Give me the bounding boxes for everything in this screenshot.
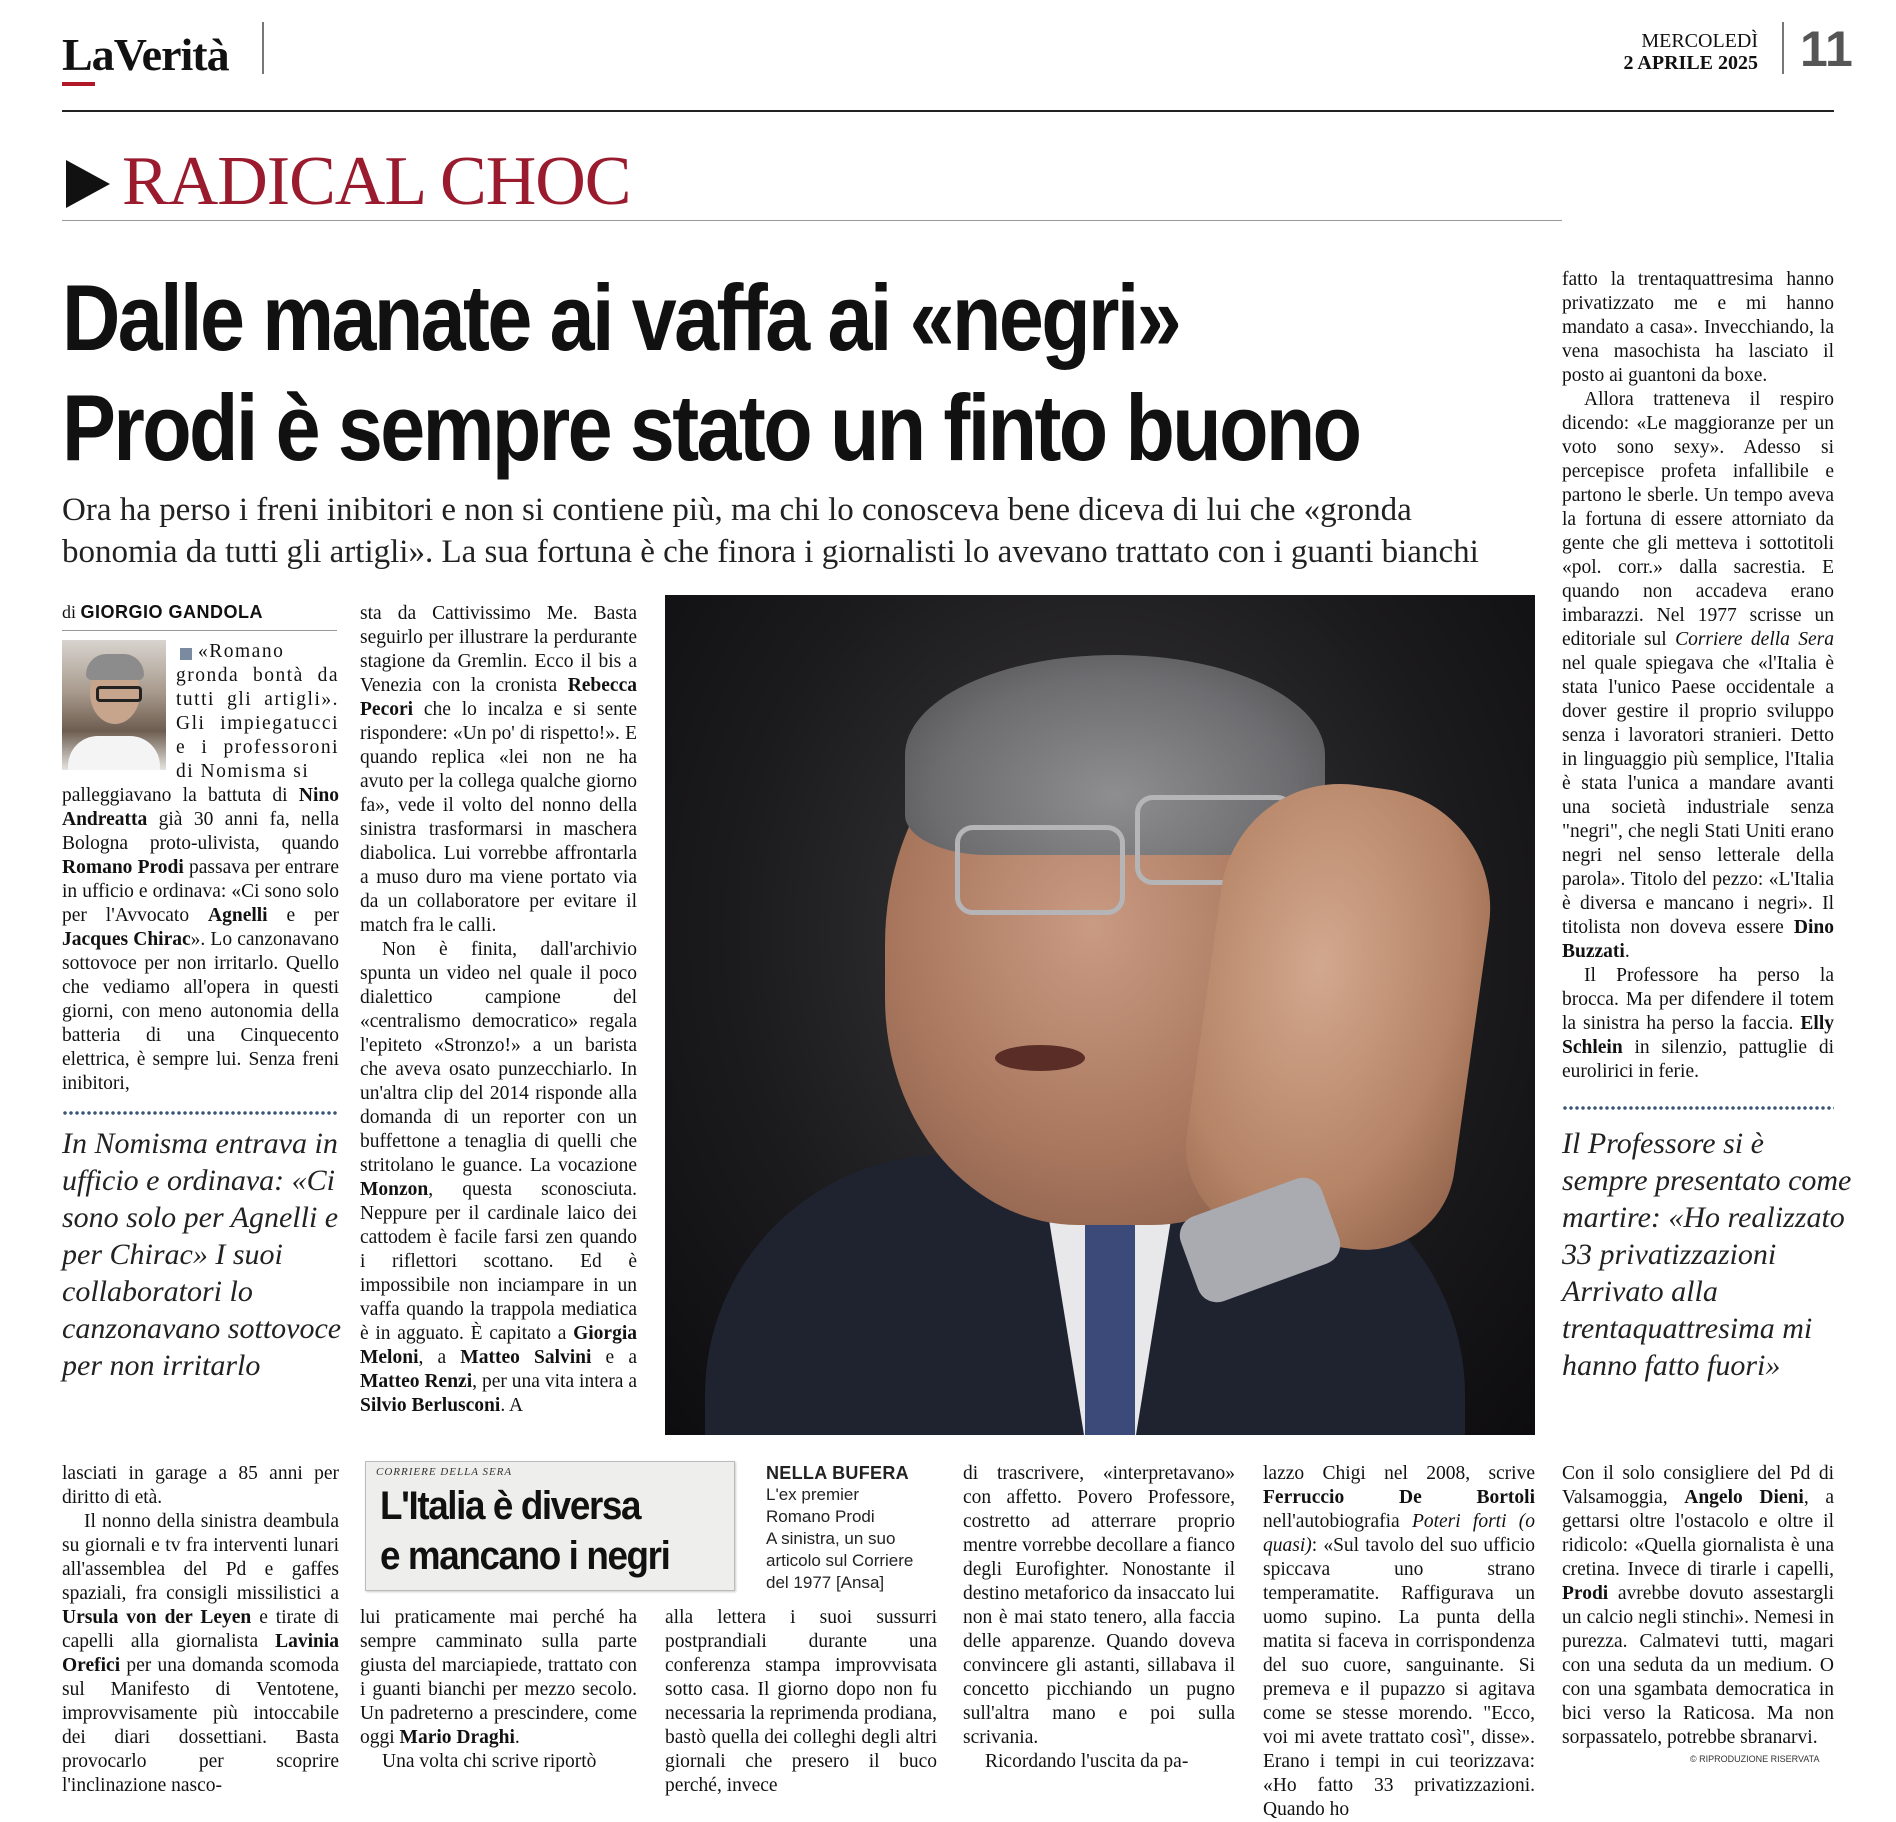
bottom-col5: lazzo Chigi nel 2008, scrive Ferruccio De Bortoli nell'autobiografia Poteri forti (o quasi): «Sul tavolo del suo ufficio spiccava uno strano temperamatite. Raffigurava un uomo supino. La punta della matita si faceva in corrispondenza del suo cuore, sanguinante. Si premeva e il pupazzo si agitava come se stesse morendo. "Ecco, voi mi avete trattato così", disse». Erano i tempi in cui teorizzava: «Ho fatto 33 privatizzazioni. Quando ho xyxy=(1263,1463,1535,1820)
bottom-col6: Con il solo consigliere del Pd di Valsamoggia, Angelo Dieni, a gettarsi oltre l'ostacolo e oltre il ridicolo: «Quella giornalista è una cretina. Invece di tirarle i capelli, Prodi avrebbe dovuto assestargli un calcio negli stinchi». Nemesi in purezza. Calmatevi tutti, magari con una seduta da un medium. O con una sgambata democratica in bici verso la Raticosa. Ma non sorpassatelo, potrebbe sbranarvi. xyxy=(1562,1463,1835,1748)
article-col-right: fatto la trentaquattresima hanno privatizzato me e mi hanno mandato a casa». Invecchiando, la vena masochista ha lasciato il posto ai guantoni da boxe. Allora tratteneva il respiro dicendo: «Le maggioranze per un voto sono sexy». Adesso si percepisce profeta infallibile e partono le sberle. Un tempo aveva la fortuna di essere attorniato da gente che gli metteva i sottotitoli «pol. corr.» dalla sacrestia. E quando non accadeva erano imbarazzi. Nel 1977 scrisse un editoriale sul Corriere della Sera nel quale spiegava che «l'Italia è stata l'unico Paese occidentale a dover gestire il proprio sviluppo senza i lavoratori stranieri. Detto in linguaggio più semplice, l'Italia è stata l'unica a mandare avanti una società industriale senza "negri", che negli Stati Uniti erano negri nel senso letterale della parola». Titolo del pezzo: «L'Italia è diversa e mancano i negri». Il titolista non doveva essere Dino Buzzati. Il Professore ha perso la brocca. Ma per difendere il totem la sinistra ha perso la faccia. Elly Schlein in silenzio, pattuglie di eurolirici in ferie. xyxy=(1562,269,1834,1082)
article-col1-text: palleggiavano la battuta di Nino Andreatta già 30 anni fa, nella Bologna proto-ulivista, quando Romano Prodi passava per entrare in ufficio e ordinava: «Ci sono solo per l'Avvocato Agnelli e per Jacques Chirac». Lo canzonavano sottovoce per non irritarlo. Quello che vediamo all'opera in questi giorni, con meno autonomia della batteria di una Cinquecento elettrica, è sempre lui. Senza freni inibitori, xyxy=(62,785,339,1094)
photo-caption: NELLA BUFERA L'ex premier Romano Prodi A sinistra, un suo articolo sul Corriere del 1977 [Ansa] xyxy=(766,1462,966,1594)
issue-date-text: 2 APRILE 2025 xyxy=(1623,52,1758,74)
subheadline-line-2: bonomia da tutti gli artigli». La sua fortuna è che finora i giornalisti lo avevano trattato con i guanti bianchi xyxy=(62,534,1479,570)
bottom-col2: lui praticamente mai perché ha sempre camminato sulla parte giusta del marciapiede, trattato con i guanti bianchi per mezzo secolo. Un padreterno a prescindere, come oggi Mario Draghi. Una volta chi scrive riportò xyxy=(360,1607,637,1772)
pullquote-right-rule xyxy=(1562,1105,1834,1111)
newspaper-logo: LaVerità xyxy=(62,29,229,80)
pullquote-right: Il Professore si è sempre presentato come martire: «Ho realizzato 33 privatizzazioni Arrivato alla trentaquattresima mi hanno fatto fuori» xyxy=(1562,1127,1852,1382)
masthead-rule xyxy=(62,110,1834,112)
author-photo xyxy=(62,640,166,770)
bottom-col4: di trascrivere, «interpretavano» con affetto. Povero Professore, costretto ad atterrare proprio mentre vorrebbe decollare a fianco degli Eurofighter. Nonostante il destino metaforico da insaccato lui non è mai stato tenero, alla faccia delle apparenze. Quando doveva convincere gli astanti, sillabava il concetto picchiando un pugno sull'altra mano e poi sulla scrivania. Ricordando l'uscita da pa- xyxy=(963,1463,1235,1772)
headline-line-2: Prodi è sempre stato un finto buono xyxy=(62,375,1360,480)
author-name: GIORGIO GANDOLA xyxy=(80,602,264,622)
copyright-notice: © RIPRODUZIONE RISERVATA xyxy=(1690,1754,1820,1764)
article-col1-wrap: «Romano gronda bontà da tutti gli artigli». Gli impiegatucci e i professoroni di Nomisma si xyxy=(176,641,339,782)
masthead-divider xyxy=(262,22,264,74)
page-number-divider xyxy=(1782,22,1784,74)
pullquote-left-rule xyxy=(62,1110,339,1116)
subheadline-line-1: Ora ha perso i freni inibitori e non si contiene più, ma chi lo conosceva bene diceva di lui che «gronda xyxy=(62,492,1412,528)
issue-day: MERCOLEDÌ xyxy=(1641,30,1758,52)
section-title: RADICAL CHOC xyxy=(122,143,631,220)
bottom-col1: lasciati in garage a 85 anni per diritto di età. Il nonno della sinistra deambula su giornali e tv fra interventi lunari all'assemblea del Pd e gaffes spaziali, fra consigli missilistici a Ursula von der Leyen e tirate di capelli alla giornalista Lavinia Orefici per una domanda scomoda sul Manifesto di Ventotene, improvvisamente più intoccabile dei diari dossettiani. Basta provocarlo per scoprire l'inclinazione nasco- xyxy=(62,1463,339,1796)
byline: di GIORGIO GANDOLA xyxy=(62,602,264,622)
headline-line-1: Dalle manate ai vaffa ai «negri» xyxy=(62,265,1180,370)
prodi-photo xyxy=(665,595,1535,1435)
section-arrow-icon xyxy=(66,160,110,208)
byline-rule xyxy=(62,630,337,631)
clipping-title-2: e mancano i negri xyxy=(380,1534,670,1578)
article-col2: sta da Cattivissimo Me. Basta seguirlo per illustrare la perdurante stagione da Gremlin. Ecco il bis a Venezia con la cronista Rebecca Pecori che lo incalza e si sente rispondere: «Un po' di rispetto!». E quando replica «lei non ne ha avuto per la collega qualche giorno fa», vede il volto del nonno della sinistra trasformarsi in maschera diabolica. Lui vorrebbe affrontarla a muso duro ma viene portato via da un collaboratore per evitare il match fra le calli. Non è finita, dall'archivio spunta un video nel quale il poco dialettico campione del «centralismo democratico» regala l'epiteto «Stronzo!» a un barista che aveva osato punzecchiarlo. In un'altra clip del 2014 risponde alla domanda di un reporter con un buffettone a tenaglia di quelli che stritolano le guance. La vocazione Monzon, questa sconosciuta. Neppure per il cardinale laico dei cattodem è facile farsi zen quando i riflettori scottano. Ed è impossibile non inciampare in un vaffa quando la trappola mediatica è in agguato. È capitato a Giorgia Meloni, a Matteo Salvini e a Matteo Renzi, per una vita intera a Silvio Berlusconi. A xyxy=(360,603,638,1416)
issue-date xyxy=(1624,30,1758,74)
pullquote-left: In Nomisma entrava in ufficio e ordinava: «Ci sono solo per Agnelli e per Chirac» I suoi collaboratori lo canzonavano sottovoce per non irritarlo xyxy=(62,1127,342,1382)
bottom-col3: alla lettera i suoi sussurri postprandiali durante una conferenza stampa improvvisata sotto casa. Il giorno dopo non fu necessaria la reprimenda prodiana, bastò quella dei colleghi degli altri giornali che presero il buco perché, invece xyxy=(665,1607,937,1796)
section-rule xyxy=(62,220,1562,221)
corriere-clipping xyxy=(365,1461,735,1591)
article-col1 xyxy=(62,784,339,1096)
clipping-source: CORRIERE DELLA SERA xyxy=(376,1466,513,1478)
logo-accent xyxy=(62,82,95,86)
caption-head: NELLA BUFERA xyxy=(766,1463,909,1483)
page-number: 11 xyxy=(1800,21,1853,77)
clipping-title-1: L'Italia è diversa xyxy=(380,1484,641,1528)
